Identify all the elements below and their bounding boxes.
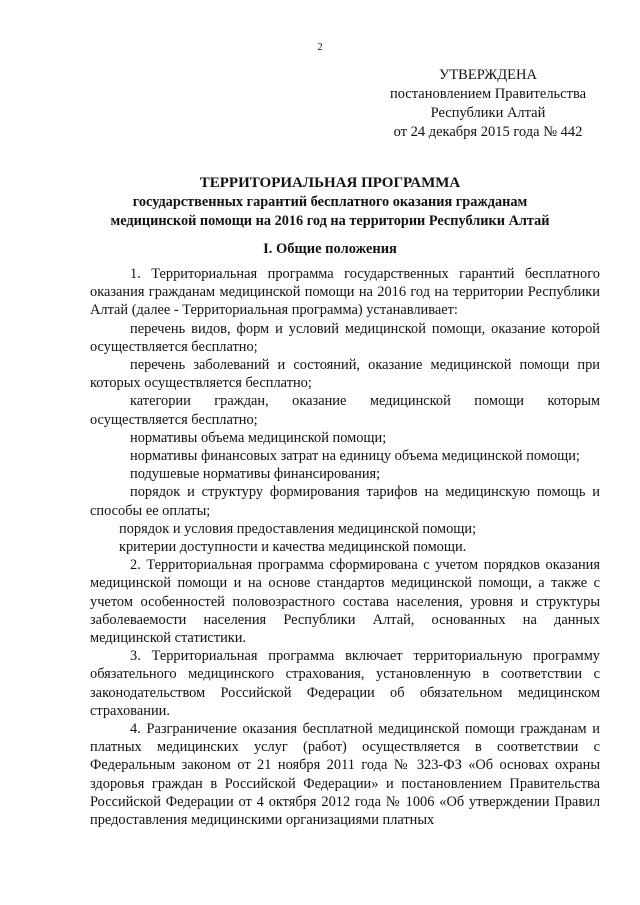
approval-stamp — [378, 66, 598, 142]
paragraph: нормативы финансовых затрат на единицу объема медицинской помощи; — [130, 448, 580, 465]
approval-line-2: постановлением Правительства — [389, 86, 587, 102]
paragraph: порядок и структуру формирования тарифов на медицинскую помощь и способы ее оплаты; — [90, 484, 600, 519]
paragraph: подушевые нормативы финансирования; — [130, 466, 381, 483]
title-subtitle-1: государственных гарантий бесплатного оказания гражданам — [132, 194, 528, 210]
page-number: 2 — [317, 41, 323, 53]
title-main: ТЕРРИТОРИАЛЬНАЯ ПРОГРАММА — [199, 175, 461, 191]
approval-line-3: Республики Алтай — [430, 105, 546, 121]
paragraph: порядок и условия предоставления медицинской помощи; — [119, 520, 477, 537]
approval-line-1: УТВЕРЖДЕНА — [439, 67, 537, 83]
paragraph: 3. Территориальная программа включает территориальную программу обязательного медицинского страхования, установленную в соответствии с законодательством Российской Федерации об обязательном медицинском страховании. — [90, 648, 600, 719]
paragraph: 4. Разграничение оказания бесплатной медицинской помощи гражданам и платных медицинских услуг (работ) осуществляется в соответствии с Федеральным законом от 21 ноября 2011 года № 323-ФЗ «Об основах охраны здоровья граждан в Российской Федерации» и постановлением Правительства Российской Федерации от 4 октября 2012 года № 1006 «Об утверждении Правил предоставления медицинскими организациями платных — [90, 721, 600, 829]
paragraph: 2. Территориальная программа сформирована с учетом порядков оказания медицинской помощи и на основе стандартов медицинской помощи, а также с учетом особенностей половозрастного состава населения, уровня и структуры заболеваемости населения Республики Алтай, основанных на данных медицинской статистики. — [90, 557, 600, 647]
document-title — [60, 173, 600, 231]
paragraph: перечень заболеваний и состояний, оказание медицинской помощи при которых осуществляется бесплатно; — [90, 357, 600, 392]
paragraph: категории граждан, оказание медицинской помощи которым осуществляется бесплатно; — [90, 393, 600, 428]
title-subtitle-2: медицинской помощи на 2016 год на территории Республики Алтай — [110, 213, 550, 229]
paragraph: нормативы объема медицинской помощи; — [130, 429, 387, 446]
document-body — [90, 265, 600, 829]
section-heading: I. Общие положения — [263, 241, 397, 257]
paragraph: 1. Территориальная программа государственных гарантий бесплатного оказания гражданам медицинской помощи на 2016 год на территории Республики Алтай (далее - Территориальная программа) устанавливает: — [90, 266, 600, 319]
paragraph: перечень видов, форм и условий медицинской помощи, оказание которой осуществляется бесплатно; — [90, 320, 600, 355]
paragraph: критерии доступности и качества медицинской помощи. — [119, 539, 467, 556]
approval-line-4: от 24 декабря 2015 года № 442 — [393, 124, 583, 140]
